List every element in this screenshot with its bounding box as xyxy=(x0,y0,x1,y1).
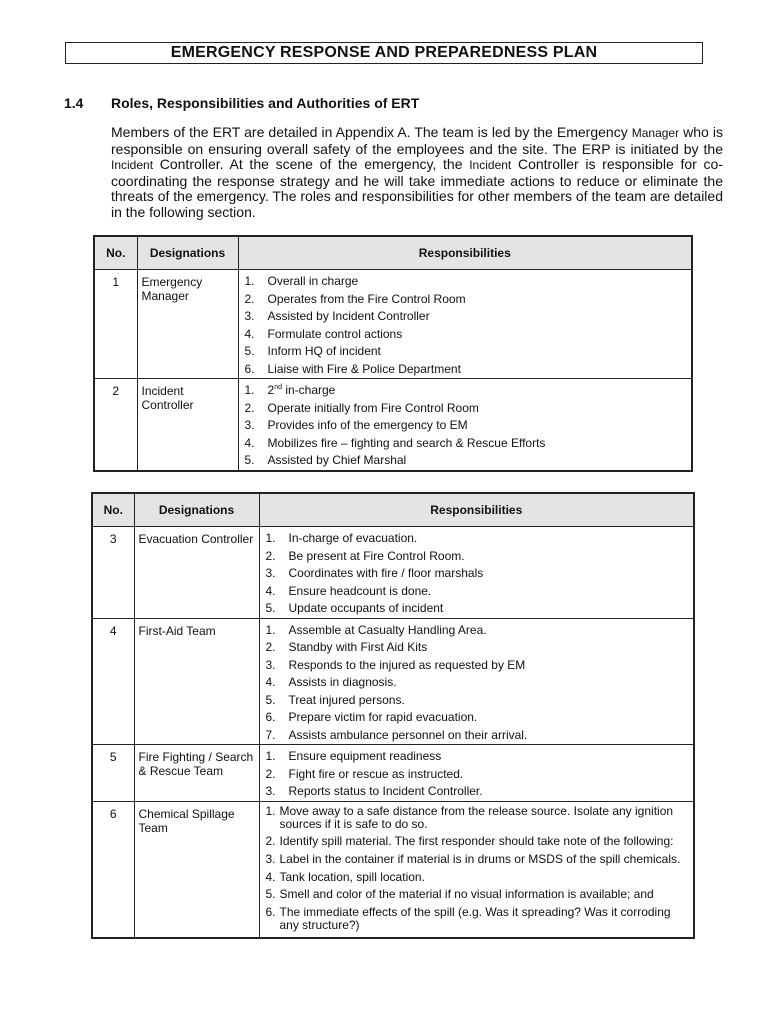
row-responsibilities xyxy=(259,745,694,802)
intro-manager-word: Manager xyxy=(631,126,680,140)
row-designation: Chemical Spillage Team xyxy=(134,801,259,938)
list-item: 1. Ensure equipment readiness xyxy=(265,749,442,763)
list-item: 5. Assisted by Chief Marshal xyxy=(244,453,407,467)
list-item: 1. Move away to a safe distance from the release source. Isolate any ignition sources if it is safe to do so. xyxy=(265,803,674,831)
list-item: 6. Prepare victim for rapid evacuation. xyxy=(265,710,478,724)
section-number: 1.4 xyxy=(64,95,84,111)
intro-incident-word-1: Incident xyxy=(111,158,154,172)
list-item: 4. Assists in diagnosis. xyxy=(265,675,397,689)
list-item: 1. 2nd in-charge xyxy=(244,383,336,397)
intro-paragraph xyxy=(111,125,723,220)
list-item: 2. Operates from the Fire Control Room xyxy=(244,291,466,306)
header-responsibilities: Responsibilities xyxy=(238,236,692,270)
row-number: 3 xyxy=(92,527,134,619)
list-item: 3. Assisted by Incident Controller xyxy=(244,309,430,323)
list-item: 5. Smell and color of the material if no visual information is available; and xyxy=(265,887,654,902)
row-number: 2 xyxy=(94,379,137,471)
table-row xyxy=(92,618,694,745)
row-designation: Evacuation Controller xyxy=(134,527,259,619)
header-no: No. xyxy=(94,236,137,270)
intro-incident-word-2: Incident xyxy=(469,158,512,172)
table-row xyxy=(94,379,692,471)
list-item: 5. Treat injured persons. xyxy=(265,692,405,707)
table-row xyxy=(92,801,694,938)
header-designations: Designations xyxy=(137,236,238,270)
page-title: EMERGENCY RESPONSE AND PREPAREDNESS PLAN xyxy=(65,42,703,64)
intro-text-4: Controller is responsible for co-coordinating the response strategy and he will take immediate actions to reduce or eliminate the threats of the emergency. The roles and responsibilities for other members of the team are detailed in the following section. xyxy=(111,156,723,220)
row-number: 6 xyxy=(92,801,134,938)
responsibilities-table-2 xyxy=(91,492,695,939)
list-item: 2. Fight fire or rescue as instructed. xyxy=(265,766,464,781)
list-item: 4. Ensure headcount is done. xyxy=(265,583,432,598)
row-responsibilities xyxy=(259,618,694,745)
intro-text-2: who is responsible on ensuring overall safety of the employees and the site. The ERP is initiated by the xyxy=(111,124,723,157)
row-designation: First-Aid Team xyxy=(134,618,259,745)
row-responsibilities xyxy=(238,270,692,379)
table-row xyxy=(92,745,694,802)
list-item: 2. Operate initially from Fire Control Room xyxy=(244,400,479,415)
header-responsibilities: Responsibilities xyxy=(259,493,694,527)
row-responsibilities xyxy=(259,527,694,619)
list-item: 6. The immediate effects of the spill (e.g. Was it spreading? Was it corroding any structure?) xyxy=(265,904,671,932)
row-designation: Emergency Manager xyxy=(137,270,238,379)
list-item: 7. Assists ambulance personnel on their arrival. xyxy=(265,727,528,742)
list-item: 5. Update occupants of incident xyxy=(265,601,444,615)
list-item: 1. Overall in charge xyxy=(244,274,359,288)
list-item: 4. Tank location, spill location. xyxy=(265,869,425,884)
list-item: 2. Identify spill material. The first responder should take note of the following: xyxy=(265,834,674,849)
list-item: 6. Liaise with Fire & Police Department xyxy=(244,361,461,376)
list-item: 1. In-charge of evacuation. xyxy=(265,531,418,545)
table-row xyxy=(94,270,692,379)
row-designation: Fire Fighting / Search & Rescue Team xyxy=(134,745,259,802)
row-responsibilities xyxy=(238,379,692,471)
list-item: 1. Assemble at Casualty Handling Area. xyxy=(265,622,487,637)
header-designations: Designations xyxy=(134,493,259,527)
row-number: 4 xyxy=(92,618,134,745)
responsibilities-table-1 xyxy=(93,235,693,472)
list-item: 2. Standby with First Aid Kits xyxy=(265,640,428,654)
list-item: 2. Be present at Fire Control Room. xyxy=(265,548,465,563)
list-item: 4. Mobilizes fire – fighting and search & Rescue Efforts xyxy=(244,435,546,450)
list-item: 3. Coordinates with fire / floor marshals xyxy=(265,566,484,580)
intro-text-3: Controller. At the scene of the emergency, the xyxy=(153,156,470,172)
table-row xyxy=(92,527,694,619)
list-item: 3. Label in the container if material is in drums or MSDS of the spill chemicals. xyxy=(265,851,681,866)
row-number: 1 xyxy=(94,270,137,379)
section-heading: Roles, Responsibilities and Authorities of ERT xyxy=(111,95,420,111)
list-item: 3. Responds to the injured as requested by EM xyxy=(265,657,526,672)
row-designation: Incident Controller xyxy=(137,379,238,471)
intro-text-1: Members of the ERT are detailed in Appendix A. The team is led by the Emergency xyxy=(111,124,632,140)
list-item: 5. Inform HQ of incident xyxy=(244,344,381,358)
header-no: No. xyxy=(92,493,134,527)
row-number: 5 xyxy=(92,745,134,802)
list-item: 3. Reports status to Incident Controller. xyxy=(265,784,483,798)
list-item: 3. Provides info of the emergency to EM xyxy=(244,418,468,432)
row-responsibilities xyxy=(259,801,694,938)
list-item: 4. Formulate control actions xyxy=(244,326,403,341)
